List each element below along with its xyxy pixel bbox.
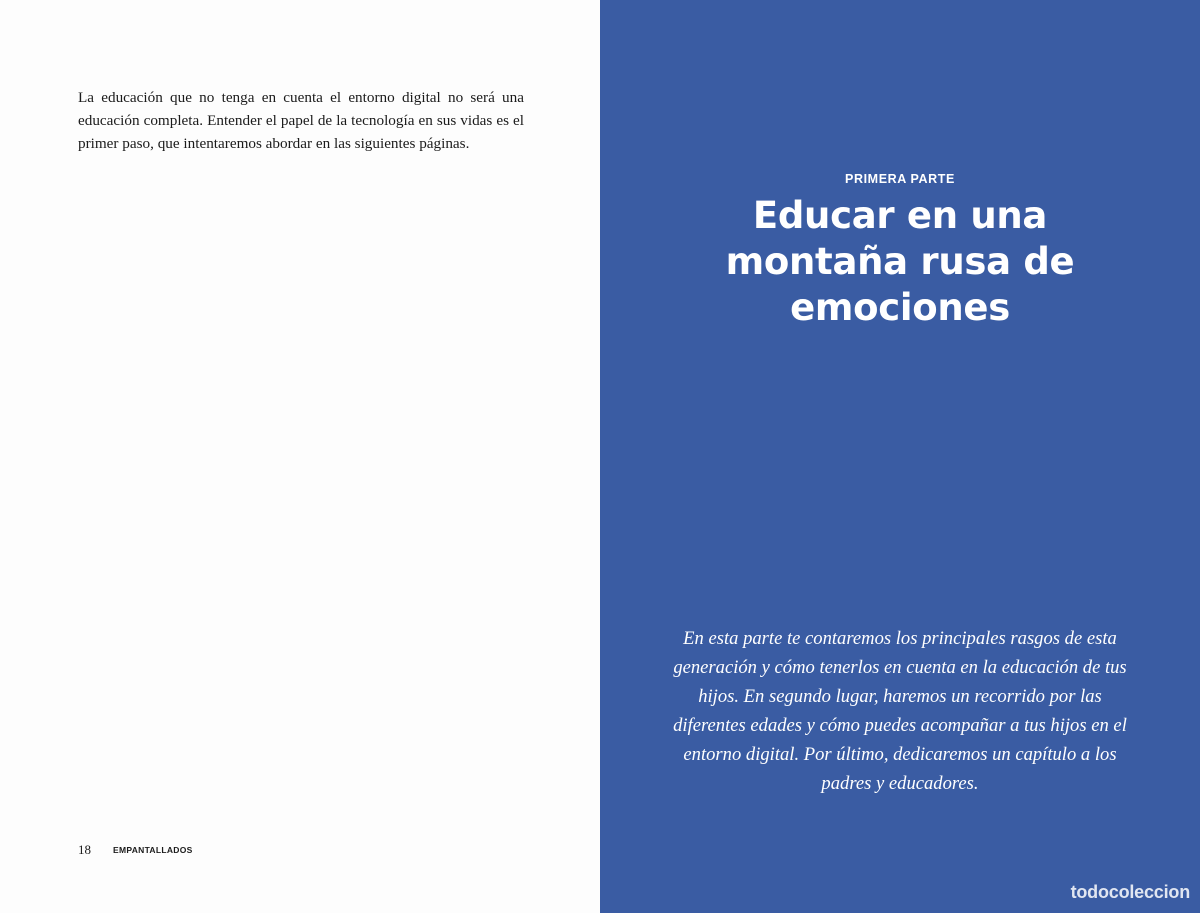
body-paragraph: La educación que no tenga en cuenta el entorno digital no será una educación completa. Entender el papel de la tecnología en sus vidas es el primer paso, que intentaremos abordar en las siguientes páginas. [78,89,524,152]
section-label: PRIMERA PARTE [845,172,955,186]
running-head: EMPANTALLADOS [113,845,193,855]
chapter-title-line: emociones [790,286,1010,329]
right-page [600,0,1200,913]
page-footer [78,841,193,859]
chapter-title-line: Educar en una [752,194,1048,237]
chapter-title [680,193,1120,331]
page-number: 18 [78,842,91,857]
intro-paragraph: En esta parte te contaremos los principales rasgos de esta generación y cómo tenerlos en cuenta en la educación de tus hijos. En segundo lugar, haremos un recorrido por las diferentes edades y cómo puedes acompañar a tus hijos en el entorno digital. Por último, dedicaremos un capítulo a los padres y educadores. [673,628,1127,794]
watermark: todocoleccion [1070,882,1190,902]
chapter-title-line: montaña rusa de [725,240,1075,283]
